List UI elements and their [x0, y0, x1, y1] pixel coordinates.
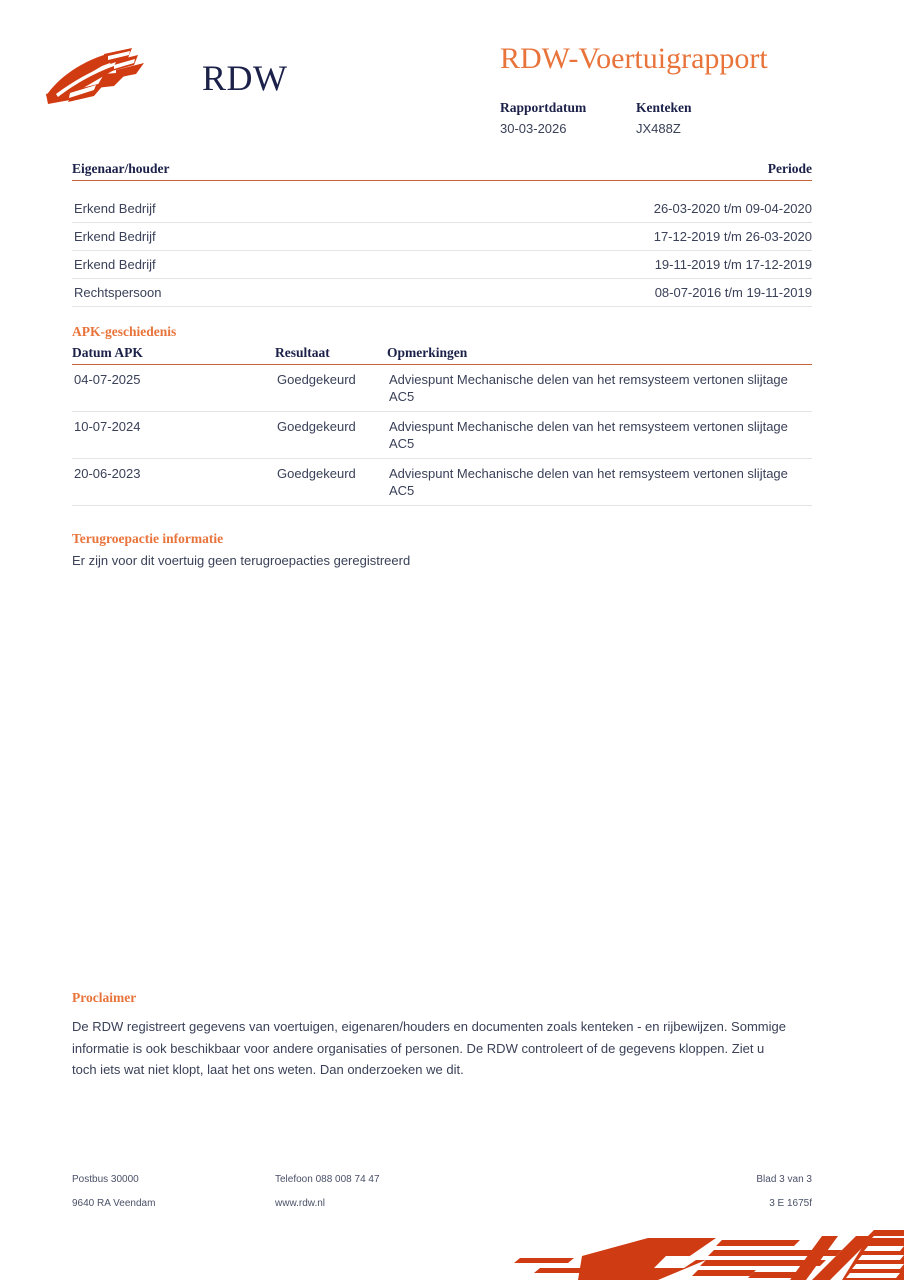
report-date-value: 30-03-2026: [500, 121, 567, 136]
page-footer: [72, 1168, 812, 1216]
owner-table-header: [72, 160, 812, 181]
footer-form-code: 3 E 1675f: [769, 1198, 812, 1209]
report-meta: [500, 98, 840, 139]
rdw-wordmark: RDW: [202, 58, 288, 98]
period-column-header: Periode: [767, 161, 812, 176]
apk-remarks-column-header: Opmerkingen: [387, 345, 468, 360]
disclaimer-section-title: Proclaimer: [72, 990, 137, 1005]
owner-column-header: Eigenaar/houder: [72, 161, 170, 176]
rdw-feather-logo-icon: [44, 46, 164, 108]
license-plate-value: JX488Z: [636, 121, 681, 136]
apk-result: Goedgekeurd: [277, 419, 356, 434]
footer-row-1: [72, 1168, 812, 1192]
license-plate-label: Kenteken: [636, 100, 692, 115]
table-row: [72, 365, 812, 412]
apk-result-column-header: Resultaat: [275, 345, 330, 360]
apk-history-section: [72, 324, 812, 506]
footer-website[interactable]: www.rdw.nl: [275, 1198, 326, 1209]
apk-result: Goedgekeurd: [277, 466, 356, 481]
footer-address-line1: Postbus 30000: [72, 1174, 139, 1185]
owner-period: 08-07-2016 t/m 19-11-2019: [654, 285, 812, 300]
table-row: [72, 459, 812, 506]
footer-page-indicator: Blad 3 van 3: [756, 1174, 812, 1185]
meta-labels-row: [500, 98, 840, 118]
footer-phone: Telefoon 088 008 74 47: [275, 1174, 380, 1185]
rdw-logo: [44, 28, 314, 118]
apk-remarks: Adviespunt Mechanische delen van het remsysteem vertonen slijtage AC5: [389, 466, 788, 498]
owner-section: [72, 160, 812, 307]
apk-date-column-header: Datum APK: [72, 345, 143, 360]
apk-table-body: [72, 365, 812, 506]
owner-type: Erkend Bedrijf: [74, 229, 156, 244]
apk-section-title: APK-geschiedenis: [72, 324, 177, 339]
table-row: [72, 251, 812, 279]
apk-date: 04-07-2025: [74, 372, 141, 387]
owner-period: 19-11-2019 t/m 17-12-2019: [654, 257, 812, 272]
apk-remarks: Adviespunt Mechanische delen van het remsysteem vertonen slijtage AC5: [389, 419, 788, 451]
owner-period: 17-12-2019 t/m 26-03-2020: [653, 229, 812, 244]
apk-remarks: Adviespunt Mechanische delen van het remsysteem vertonen slijtage AC5: [389, 372, 788, 404]
recall-section: [72, 531, 812, 570]
recall-text: Er zijn voor dit voertuig geen terugroepacties geregistreerd: [72, 553, 411, 568]
owner-type: Rechtspersoon: [74, 285, 162, 300]
disclaimer-text: De RDW registreert gegevens van voertuigen, eigenaren/houders en documenten zoals kenteken - en rijbewijzen. Sommige informatie is ook beschikbaar voor andere organisaties of personen. De RDW controleert of de gegevens kloppen. Ziet u toch iets wat niet klopt, laat het ons weten. Dan onderzoeken we dit.: [72, 1019, 786, 1077]
rdw-speed-stripes-graphic: [470, 1212, 904, 1280]
page-title: RDW-Voertuigrapport: [500, 42, 768, 75]
apk-table-header: [72, 344, 812, 365]
owner-table-body: [72, 195, 812, 307]
table-row: [72, 223, 812, 251]
footer-address-line2: 9640 RA Veendam: [72, 1198, 156, 1209]
apk-result: Goedgekeurd: [277, 372, 356, 387]
disclaimer-section: [72, 990, 812, 1081]
report-date-label: Rapportdatum: [500, 100, 587, 115]
table-row: [72, 412, 812, 459]
meta-values-row: [500, 118, 840, 139]
apk-date: 10-07-2024: [74, 419, 141, 434]
owner-type: Erkend Bedrijf: [74, 257, 156, 272]
apk-date: 20-06-2023: [74, 466, 141, 481]
table-row: [72, 279, 812, 307]
owner-period: 26-03-2020 t/m 09-04-2020: [653, 201, 812, 216]
table-row: [72, 195, 812, 223]
recall-section-title: Terugroepactie informatie: [72, 531, 224, 546]
owner-type: Erkend Bedrijf: [74, 201, 156, 216]
